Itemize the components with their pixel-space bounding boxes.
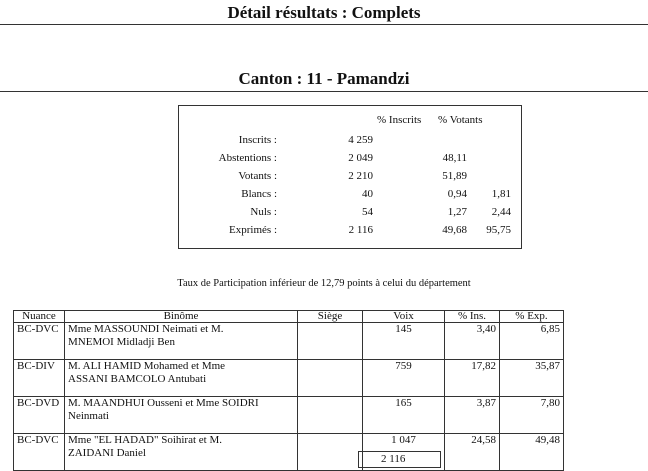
results-header-row <box>14 311 564 323</box>
cell-siege <box>298 360 363 397</box>
summary-pct-votants: 95,75 <box>486 224 511 236</box>
cell-voix: 165 <box>363 397 445 434</box>
summary-count: 2 049 <box>348 152 373 164</box>
summary-row-nuls <box>179 206 521 224</box>
summary-label: Abstentions : <box>218 152 277 164</box>
summary-row-blancs <box>179 188 521 206</box>
cell-nuance: BC-DVC <box>14 434 65 471</box>
cell-siege <box>298 434 363 471</box>
summary-box <box>178 105 522 249</box>
binome-line: ZAIDANI Daniel <box>68 447 146 459</box>
binome-line: MNEMOI Midladji Ben <box>68 336 175 348</box>
cell-pct-ins: 24,58 <box>445 434 500 471</box>
summary-label: Inscrits : <box>238 134 277 146</box>
cell-voix: 145 <box>363 323 445 360</box>
header-binome: Binôme <box>65 311 298 323</box>
summary-row-exprimes <box>179 224 521 242</box>
summary-row-abstentions <box>179 152 521 170</box>
cell-pct-exp: 49,48 <box>500 434 564 471</box>
total-voix: 2 116 <box>381 453 406 465</box>
summary-count: 54 <box>362 206 373 218</box>
cell-pct-ins: 17,82 <box>445 360 500 397</box>
summary-count: 4 259 <box>348 134 373 146</box>
summary-label: Votants : <box>238 170 277 182</box>
table-row <box>14 360 564 397</box>
cell-pct-exp: 35,87 <box>500 360 564 397</box>
cell-voix: 759 <box>363 360 445 397</box>
cell-pct-ins: 3,87 <box>445 397 500 434</box>
summary-count: 40 <box>362 188 373 200</box>
binome-line: M. MAANDHUI Ousseni et Mme SOIDRI <box>68 397 259 409</box>
summary-label: Blancs : <box>241 188 277 200</box>
summary-row-votants <box>179 170 521 188</box>
cell-siege <box>298 323 363 360</box>
summary-pct-inscrits: 48,11 <box>442 152 467 164</box>
summary-pct-inscrits: 0,94 <box>447 188 467 200</box>
table-row <box>14 434 564 471</box>
binome-line: Neinmati <box>68 410 109 422</box>
cell-nuance: BC-DVD <box>14 397 65 434</box>
cell-binome <box>65 323 298 360</box>
summary-count: 2 210 <box>348 170 373 182</box>
table-row <box>14 323 564 360</box>
summary-pct-votants: 2,44 <box>491 206 511 218</box>
cell-pct-ins: 3,40 <box>445 323 500 360</box>
header-pct-exp: % Exp. <box>500 311 564 323</box>
summary-count: 2 116 <box>348 224 373 236</box>
binome-line: Mme "EL HADAD" Soihirat et M. <box>68 434 222 446</box>
cell-binome <box>65 397 298 434</box>
canton-rule <box>0 91 648 92</box>
summary-label: Exprimés : <box>229 224 277 236</box>
binome-line: Mme MASSOUNDI Neimati et M. <box>68 323 224 335</box>
cell-nuance: BC-DIV <box>14 360 65 397</box>
header-siege: Siège <box>298 311 363 323</box>
summary-label: Nuls : <box>250 206 277 218</box>
header-voix: Voix <box>363 311 445 323</box>
summary-pct-votants: 1,81 <box>491 188 511 200</box>
document-title: Détail résultats : Complets <box>227 3 421 22</box>
cell-binome <box>65 360 298 397</box>
cell-binome <box>65 434 298 471</box>
cell-voix: 1 047 <box>363 434 445 471</box>
participation-note: Taux de Participation inférieur de 12,79 points à celui du département <box>177 278 471 289</box>
header-pct-ins: % Ins. <box>445 311 500 323</box>
binome-line: M. ALI HAMID Mohamed et Mme <box>68 360 226 372</box>
cell-siege <box>298 397 363 434</box>
summary-row-inscrits <box>179 134 521 152</box>
title-rule <box>0 24 648 25</box>
table-row <box>14 397 564 434</box>
binome-line: ASSANI BAMCOLO Antubati <box>68 373 207 385</box>
summary-pct-inscrits: 49,68 <box>442 224 467 236</box>
total-voix-box <box>358 451 441 468</box>
summary-pct-inscrits: 51,89 <box>442 170 467 182</box>
header-pct-inscrits: % Inscrits <box>377 114 422 126</box>
header-pct-votants: % Votants <box>438 114 483 126</box>
canton-title: Canton : 11 - Pamandzi <box>238 69 410 88</box>
header-nuance: Nuance <box>14 311 65 323</box>
summary-pct-inscrits: 1,27 <box>447 206 467 218</box>
cell-nuance: BC-DVC <box>14 323 65 360</box>
cell-pct-exp: 6,85 <box>500 323 564 360</box>
results-table <box>13 310 564 471</box>
cell-pct-exp: 7,80 <box>500 397 564 434</box>
